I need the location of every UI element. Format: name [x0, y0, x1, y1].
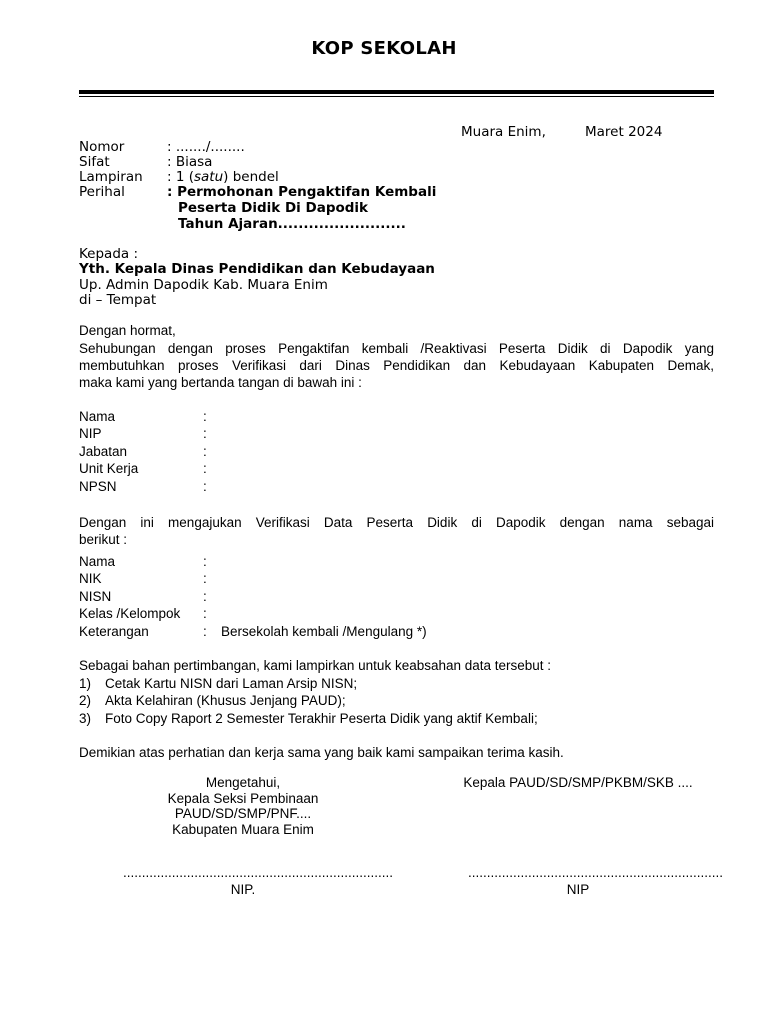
- lampiran-post: ) bendel: [223, 169, 279, 185]
- signer-colon-npsn: :: [203, 479, 207, 494]
- student-colon-keterangan: :: [203, 624, 207, 639]
- signer-label-nama: Nama: [79, 409, 116, 424]
- letterhead-rule-thin: [79, 96, 714, 97]
- student-colon-nik: :: [203, 571, 207, 586]
- recipient-line3: di – Tempat: [79, 292, 157, 308]
- paragraph-1-line3: maka kami yang bertanda tangan di bawah ini :: [79, 375, 362, 390]
- sig-left-nip: NIP.: [230, 882, 256, 897]
- sig-right-dots: ....................................................................: [468, 865, 724, 880]
- meta-value-perihal-line2: Peserta Didik Di Dapodik: [178, 200, 369, 216]
- recipient-line2: Up. Admin Dapodik Kab. Muara Enim: [79, 277, 328, 293]
- attachment-num-1: 1): [79, 676, 92, 691]
- closing-sentence: Demikian atas perhatian dan kerja sama yang baik kami sampaikan terima kasih.: [79, 745, 564, 760]
- meta-label-lampiran: Lampiran: [79, 169, 143, 185]
- lampiran-italic: satu: [194, 169, 224, 185]
- paragraph-1-line2: membutuhkan proses Verifikasi dari Dinas Pendidikan dan Kebudayaan Kabupaten Demak,: [79, 358, 714, 373]
- signer-colon-jabatan: :: [203, 444, 207, 459]
- letter-date: Maret 2024: [585, 124, 663, 140]
- sig-left-line1: Mengetahui,: [205, 775, 281, 790]
- sig-left-line3: PAUD/SD/SMP/PNF....: [174, 806, 312, 821]
- meta-value-sifat: : Biasa: [167, 154, 213, 170]
- meta-value-nomor: : ......./........: [167, 139, 245, 155]
- student-colon-nama: :: [203, 554, 207, 569]
- sig-left-line4: Kabupaten Muara Enim: [172, 822, 314, 837]
- signer-label-nip: NIP: [79, 426, 102, 441]
- meta-value-lampiran: [167, 169, 279, 185]
- signer-label-unit-kerja: Unit Kerja: [79, 461, 139, 476]
- student-label-kelas: Kelas /Kelompok: [79, 606, 181, 621]
- student-label-keterangan: Keterangan: [79, 624, 149, 639]
- meta-label-nomor: Nomor: [79, 139, 125, 155]
- letter-place: Muara Enim,: [461, 124, 546, 140]
- sig-right-line1: Kepala PAUD/SD/SMP/PKBM/SKB ....: [463, 775, 693, 790]
- paragraph-3: Sebagai bahan pertimbangan, kami lampirkan untuk keabsahan data tersebut :: [79, 658, 552, 673]
- student-label-nik: NIK: [79, 571, 102, 586]
- sig-left-dots: ........................................................................: [123, 865, 394, 880]
- attachment-text-2: Akta Kelahiran (Khusus Jenjang PAUD);: [105, 693, 346, 708]
- signer-colon-unit-kerja: :: [203, 461, 207, 476]
- recipient-kepada: Kepada :: [79, 246, 139, 262]
- recipient-line1: Yth. Kepala Dinas Pendidikan dan Kebudayaan: [79, 261, 435, 277]
- student-label-nisn: NISN: [79, 589, 112, 604]
- signer-colon-nip: :: [203, 426, 207, 441]
- sig-left-line2: Kepala Seksi Pembinaan: [167, 791, 319, 806]
- sig-right-nip: NIP: [566, 882, 590, 897]
- paragraph-1-line1: Sehubungan dengan proses Pengaktifan kembali /Reaktivasi Peserta Didik di Dapodik yang: [79, 341, 714, 356]
- signer-colon-nama: :: [203, 409, 207, 424]
- student-colon-kelas: :: [203, 606, 207, 621]
- letterhead-title: KOP SEKOLAH: [311, 38, 457, 59]
- student-label-nama: Nama: [79, 554, 116, 569]
- student-value-keterangan: Bersekolah kembali /Mengulang *): [221, 624, 427, 639]
- meta-value-perihal-line3: Tahun Ajaran.........................: [178, 216, 406, 232]
- student-colon-nisn: :: [203, 589, 207, 604]
- lampiran-pre: : 1 (: [167, 169, 194, 185]
- meta-label-sifat: Sifat: [79, 154, 110, 170]
- attachment-num-2: 2): [79, 693, 92, 708]
- paragraph-2-line1: Dengan ini mengajukan Verifikasi Data Peserta Didik di Dapodik dengan nama sebagai: [79, 515, 714, 530]
- greeting: Dengan hormat,: [79, 323, 176, 338]
- attachment-text-3: Foto Copy Raport 2 Semester Terakhir Peserta Didik yang aktif Kembali;: [105, 711, 538, 726]
- signer-label-jabatan: Jabatan: [79, 444, 128, 459]
- attachment-text-1: Cetak Kartu NISN dari Laman Arsip NISN;: [105, 676, 358, 691]
- meta-label-perihal: Perihal: [79, 184, 125, 200]
- letterhead-rule-thick: [79, 90, 714, 94]
- paragraph-2-line2: berikut :: [79, 532, 128, 547]
- meta-value-perihal: : Permohonan Pengaktifan Kembali: [167, 184, 437, 200]
- attachment-num-3: 3): [79, 711, 92, 726]
- signer-label-npsn: NPSN: [79, 479, 117, 494]
